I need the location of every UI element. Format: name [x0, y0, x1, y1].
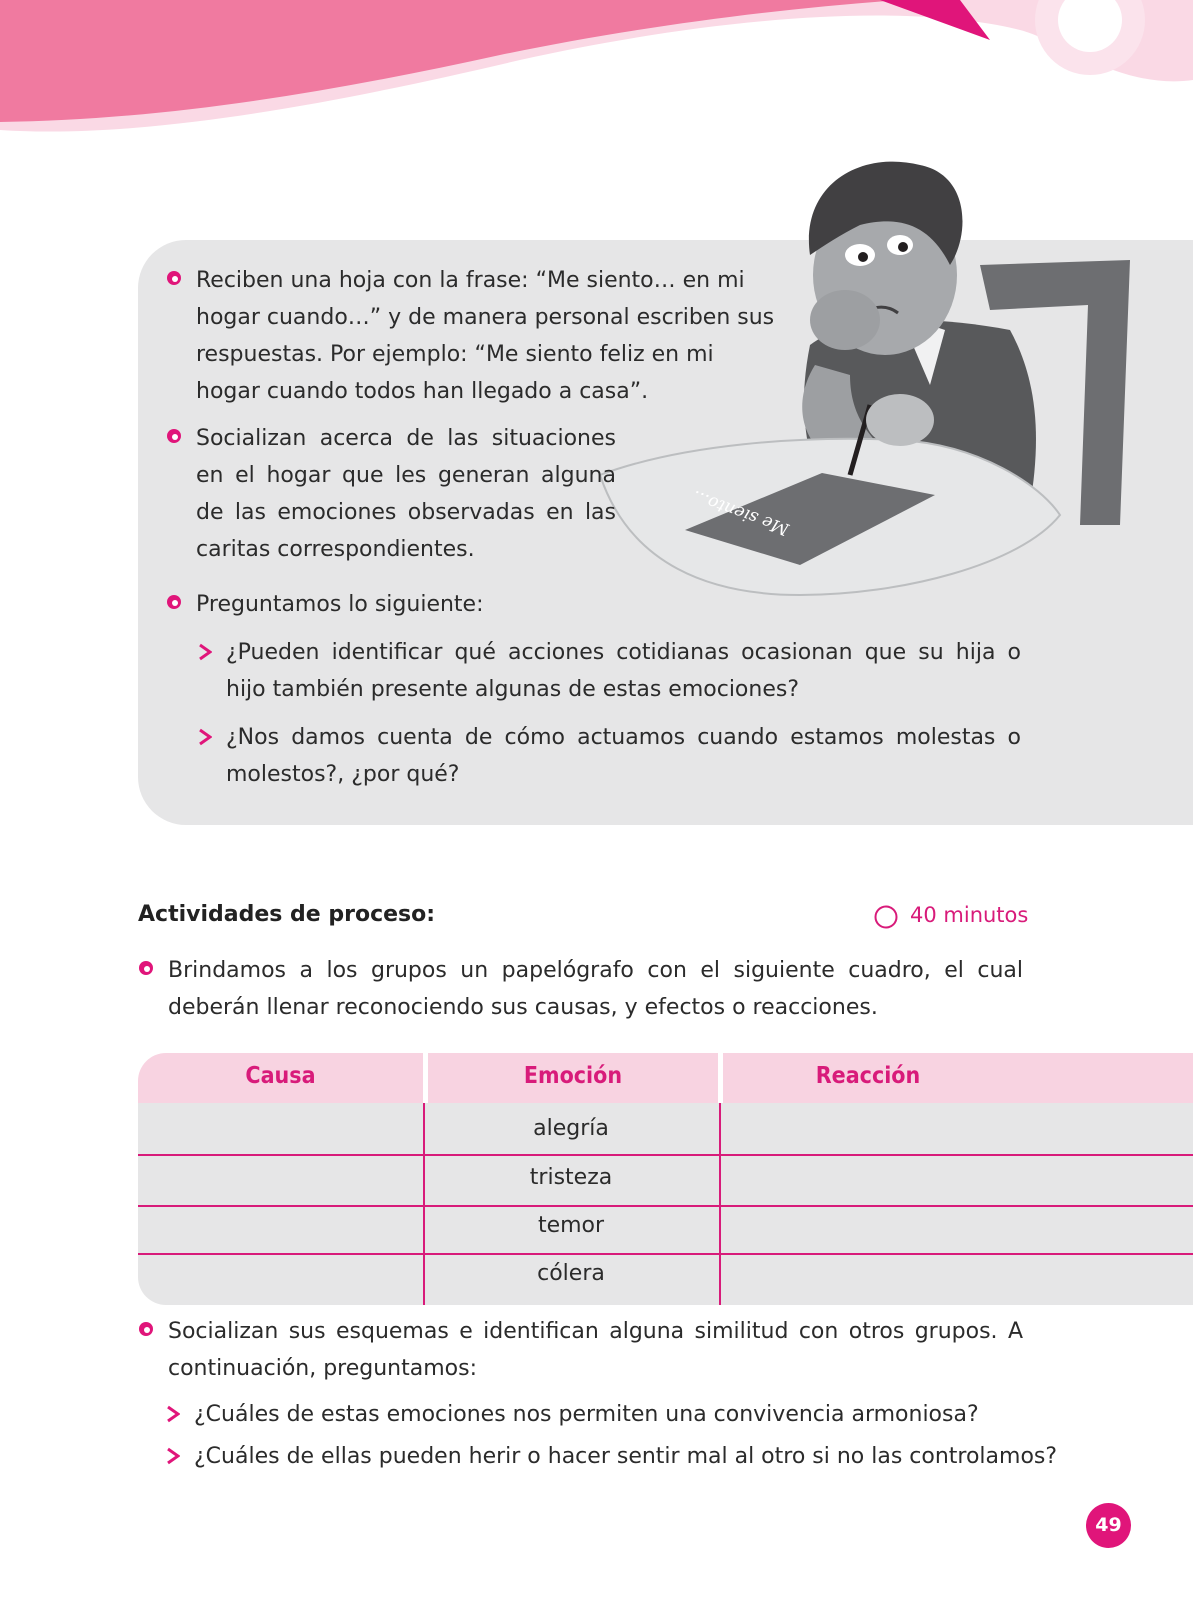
column-header-causa: Causa [245, 1063, 316, 1089]
bullet-text: Reciben una hoja con la frase: “Me siento… en mi hogar cuando…” y de manera personal escriben sus respuestas. Por ejemplo: “Me siento feliz en mi hogar cuando todos han llegado a casa”. [196, 268, 775, 404]
clock-icon [874, 905, 898, 929]
chevron-right-icon [198, 643, 212, 661]
time-label: 40 minutos [910, 903, 1029, 927]
bullet-swirl-icon [138, 960, 154, 976]
bullet-swirl-icon [166, 594, 182, 610]
bullet-text: Brindamos a los grupos un papelógrafo con el siguiente cuadro, el cual deberán llenar reconociendo sus causas, y efectos o reacciones. [168, 958, 1023, 1020]
column-divider [719, 1103, 721, 1305]
question-text: ¿Cuáles de ellas pueden herir o hacer sentir mal al otro si no las controlamos? [194, 1444, 1058, 1469]
bullet-text: Preguntamos lo siguiente: [196, 592, 484, 617]
chevron-right-icon [166, 1447, 180, 1465]
question-text: ¿Pueden identificar qué acciones cotidianas ocasionan que su hija o hijo también presente algunas de estas emociones? [226, 640, 1021, 702]
page-number: 49 [1086, 1503, 1131, 1548]
table-cell-emotion: tristeza [529, 1165, 613, 1190]
row-divider [138, 1253, 1193, 1255]
question-text: ¿Nos damos cuenta de cómo actuamos cuando estamos molestas o molestos?, ¿por qué? [226, 725, 1021, 787]
bullet-swirl-icon [166, 428, 182, 444]
question-text: ¿Cuáles de estas emociones nos permiten una convivencia armoniosa? [194, 1402, 979, 1427]
bullet-swirl-icon [166, 270, 182, 286]
bullet-swirl-icon [138, 1321, 154, 1337]
header-wave-decoration [0, 0, 1193, 160]
section-heading: Actividades de proceso: [138, 902, 436, 927]
emotions-table [138, 1053, 1193, 1305]
column-divider [423, 1103, 425, 1305]
paper-text: Me siento... [689, 485, 792, 540]
column-header-reaccion: Reacción [815, 1063, 921, 1089]
chevron-right-icon [166, 1405, 180, 1423]
chevron-right-icon [198, 728, 212, 746]
row-divider [138, 1154, 1193, 1156]
row-divider [138, 1205, 1193, 1207]
bullet-text: Socializan sus esquemas e identifican alguna similitud con otros grupos. A continuación, preguntamos: [168, 1319, 1023, 1381]
table-cell-emotion: temor [537, 1213, 605, 1238]
table-cell-emotion: cólera [537, 1261, 605, 1286]
table-cell-emotion: alegría [533, 1116, 609, 1141]
bullet-text: Socializan acerca de las situaciones en el hogar que les generan alguna de las emociones observadas en las caritas correspondientes. [196, 426, 616, 562]
column-header-emocion: Emoción [523, 1063, 623, 1089]
